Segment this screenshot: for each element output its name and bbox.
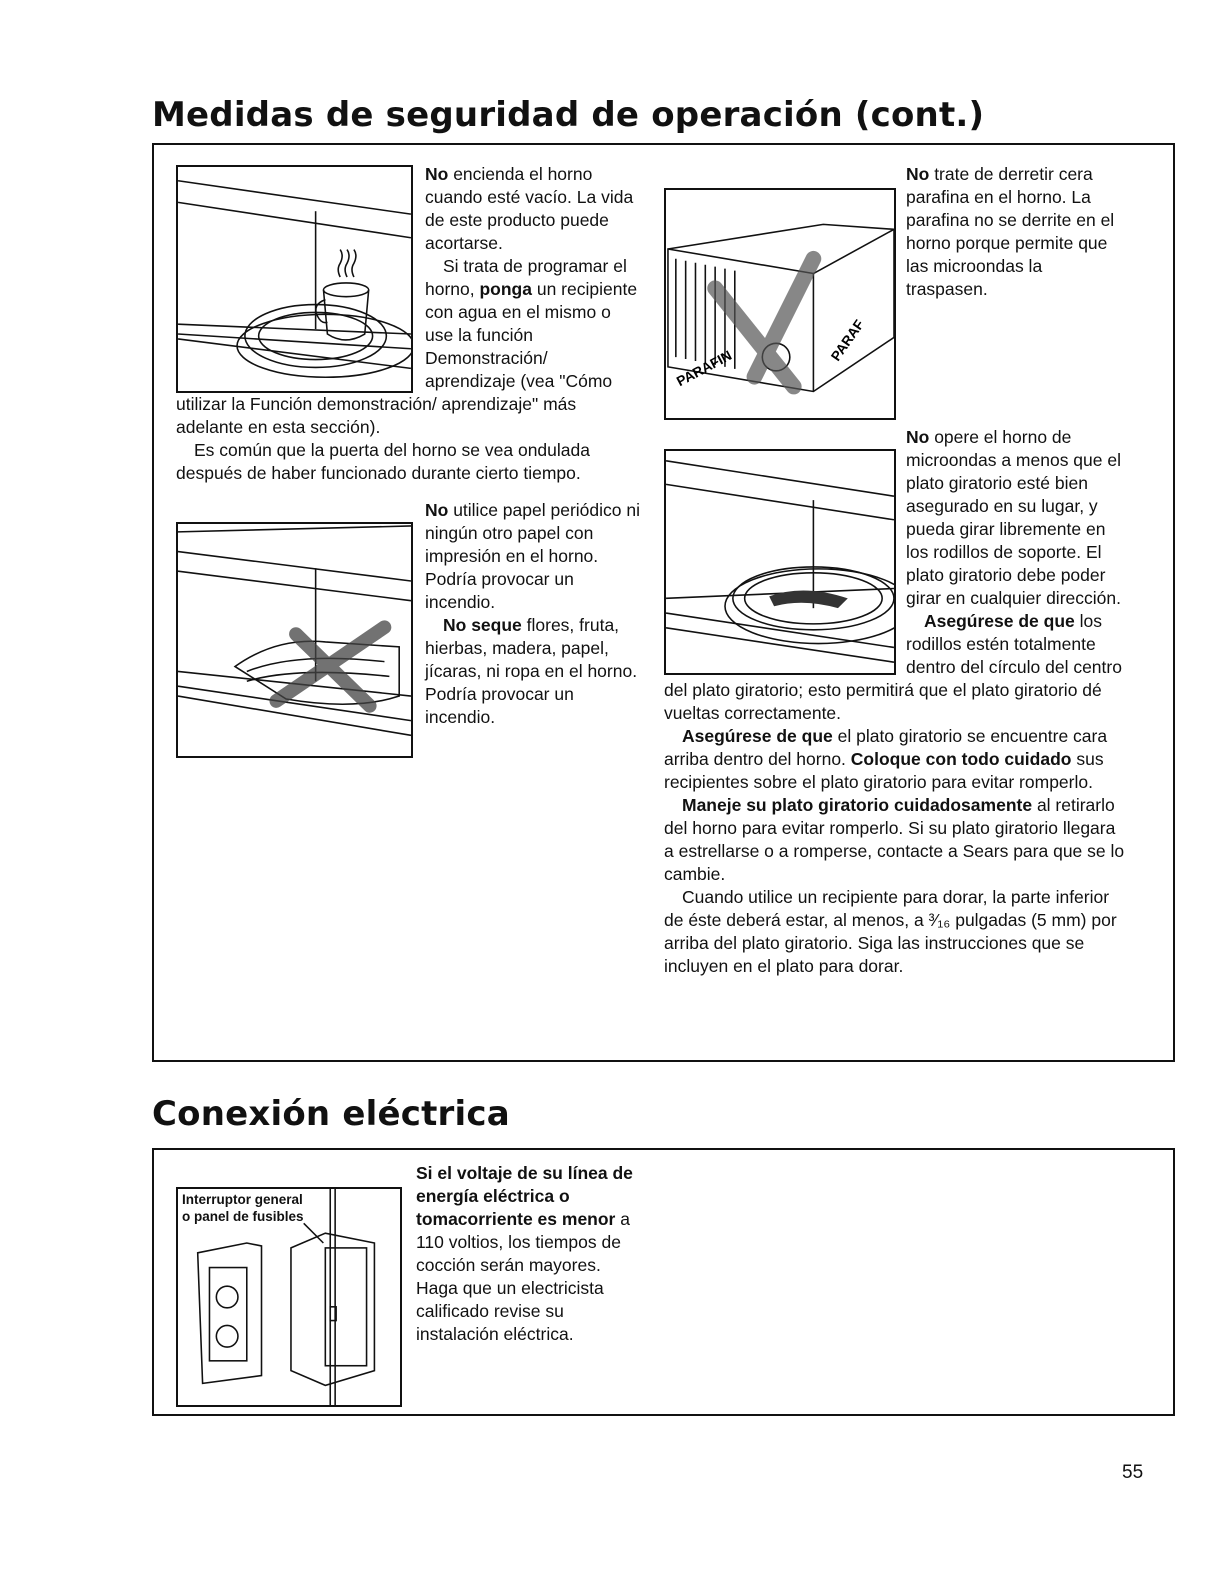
right-b2-text: opere el horno de microondas a menos que el plato giratorio esté bien asegurado en su lugar, y pueda girar libremente en los rodillos de soporte. El plato giratorio debe poder girar en cualquier dirección. (906, 427, 1121, 608)
coloque-bold: Coloque con todo cuidado (850, 749, 1072, 769)
fuse-panel-illustration (176, 1187, 402, 1407)
right-b1-text: trate de derretir cera parafina en el horno. La parafina no se derrite en el horno porque permite que las microondas la traspasen. (906, 164, 1115, 299)
page-number: 55 (1122, 1462, 1144, 1483)
ponga-bold: ponga (479, 279, 532, 299)
section-title-safety: Medidas de seguridad de operación (cont.) (152, 95, 985, 135)
right-b2-p3b: sus recipientes sobre el plato giratorio para evitar romperlo. (664, 749, 1104, 792)
right-b2-p5a: Cuando utilice un recipiente para dorar, la parte inferior de éste deberá estar, al menos, a (664, 887, 1110, 930)
voltage-lead-bold: Si el voltaje de su línea de energía eléctrica o tomacorriente es menor (416, 1163, 633, 1229)
paraf-label: PARAF (828, 317, 868, 364)
safety-right-column (664, 163, 1126, 978)
no-bold-4: No (906, 427, 930, 447)
left-b1-p2b: un recipiente con agua en el mismo o use la función Demonstración/ aprendizaje (vea "Cómo utilizar la Función demonstración/ aprendizaje" más adelante en esta sección). (176, 279, 638, 437)
fig-label-1: Interruptor general (182, 1192, 303, 1207)
turntable-illustration (664, 449, 896, 675)
no-bold-2: No (425, 500, 449, 520)
no-seque-bold: No seque (443, 615, 522, 635)
right-b2-p4: al retirarlo del horno para evitar romperlo. Si su plato giratorio llegara a estrellarse o a romperse, contacte a Sears para que se lo cambie. (664, 795, 1125, 884)
safety-left-column (176, 163, 642, 758)
left-b2-p2: flores, fruta, hierbas, madera, papel, jícaras, ni ropa en el horno. Podría provocar un incendio. (425, 615, 638, 727)
fraction: ³⁄₁₆ (928, 910, 951, 930)
paraffin-box-illustration (664, 188, 896, 420)
turntable-icon (666, 451, 894, 673)
no-newspaper-icon (178, 524, 411, 756)
electrical-column (176, 1162, 646, 1407)
empty-oven-cup-illustration (176, 165, 413, 393)
right-b2-p3a: el plato giratorio se encuentre cara arriba dentro del horno. (664, 726, 1108, 769)
left-b1-p3: Es común que la puerta del horno se vea ondulada después de haber funcionado durante cierto tiempo. (176, 440, 590, 483)
newspaper-in-oven-illustration (176, 522, 413, 758)
right-b2-p5b: pulgadas (5 mm) por arriba del plato giratorio. Siga las instrucciones que se incluyen en el plato para dorar. (664, 910, 1117, 976)
maneje-bold: Maneje su plato giratorio cuidadosamente (682, 795, 1033, 815)
fig-label-2: o panel de fusibles (182, 1209, 304, 1224)
voltage-lead-text: a 110 voltios, los tiempos de cocción serán mayores. Haga que un electricista calificado revise su instalación eléctrica. (416, 1209, 630, 1344)
section-title-electrical: Conexión eléctrica (152, 1094, 510, 1134)
asegurese-bold-2: Asegúrese de que (682, 726, 833, 746)
parafin-label: PARAFIN (674, 347, 735, 390)
left-b1-p2a: Si trata de programar el horno, (425, 256, 627, 299)
right-b2-p2: los rodillos estén totalmente dentro del círculo del centro del plato giratorio; esto permitirá que el plato giratorio dé vueltas correctamente. (664, 611, 1122, 723)
left-b1-text: encienda el horno cuando esté vacío. La vida de este producto puede acortarse. (425, 164, 634, 253)
no-paraffin-icon (666, 190, 894, 418)
left-b2-text: utilice papel periódico ni ningún otro papel con impresión en el horno. Podría provocar un incendio. (425, 500, 640, 612)
no-bold-1: No (425, 164, 449, 184)
asegurese-bold-1: Asegúrese de que (924, 611, 1075, 631)
no-bold-3: No (906, 164, 930, 184)
oven-cup-icon (178, 167, 411, 391)
